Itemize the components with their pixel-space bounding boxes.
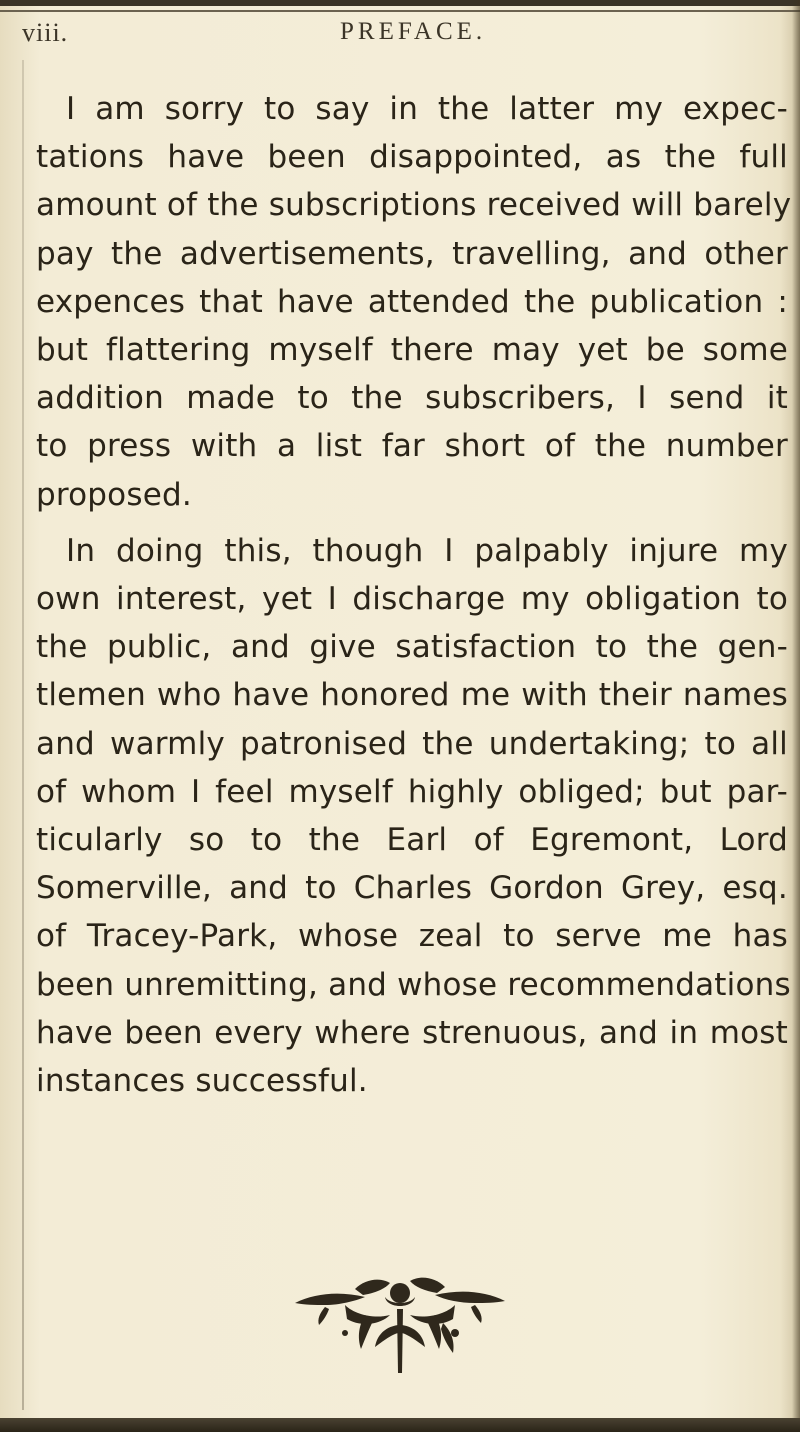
text-line: of Tracey-Park, whose zeal to serve me has bbox=[36, 918, 788, 955]
page-edge-shadow bbox=[792, 0, 800, 1432]
text-line: ticularly so to the Earl of Egremont, Lord bbox=[36, 822, 788, 859]
text-line: to press with a list far short of the number bbox=[36, 428, 788, 465]
text-line: but flattering myself there may yet be some bbox=[36, 332, 788, 369]
gutter-shadow bbox=[22, 60, 24, 1410]
text-line: Somerville, and to Charles Gordon Grey, esq. bbox=[36, 870, 788, 907]
text-line: proposed. bbox=[36, 476, 192, 513]
text-line: the public, and give satisfaction to the gen- bbox=[36, 629, 788, 666]
text-line: have been every where strenuous, and in most bbox=[36, 1014, 788, 1051]
running-title: PREFACE. bbox=[340, 18, 487, 45]
text-line: I am sorry to say in the latter my expec- bbox=[66, 91, 788, 127]
text-line: pay the advertisements, travelling, and other bbox=[36, 235, 788, 272]
text-line: In doing this, though I palpably injure my bbox=[66, 532, 788, 569]
text-line: tlemen who have honored me with their names bbox=[36, 677, 788, 714]
paragraph-2 bbox=[36, 527, 791, 1105]
text-line: expences that have attended the publication : bbox=[36, 283, 788, 320]
top-edge-rule bbox=[0, 0, 800, 6]
floral-tailpiece-icon bbox=[285, 1275, 515, 1375]
text-line: own interest, yet I discharge my obligation to bbox=[36, 581, 788, 618]
page-number: viii. bbox=[22, 18, 69, 47]
top-thin-rule bbox=[0, 10, 800, 12]
paragraph-1 bbox=[36, 85, 792, 519]
text-line: instances successful. bbox=[36, 1063, 368, 1100]
running-head bbox=[18, 18, 790, 58]
bottom-edge-rule bbox=[0, 1418, 800, 1432]
text-line: tations have been disappointed, as the full bbox=[36, 139, 788, 176]
text-line: and warmly patronised the undertaking; to all bbox=[36, 725, 788, 762]
text-line: addition made to the subscribers, I send it bbox=[36, 380, 788, 417]
text-line: been unremitting, and whose recommendations bbox=[36, 966, 791, 1003]
body-text bbox=[36, 85, 792, 1113]
text-line: amount of the subscriptions received will barely bbox=[36, 187, 792, 224]
text-line: of whom I feel myself highly obliged; but par- bbox=[36, 773, 788, 810]
